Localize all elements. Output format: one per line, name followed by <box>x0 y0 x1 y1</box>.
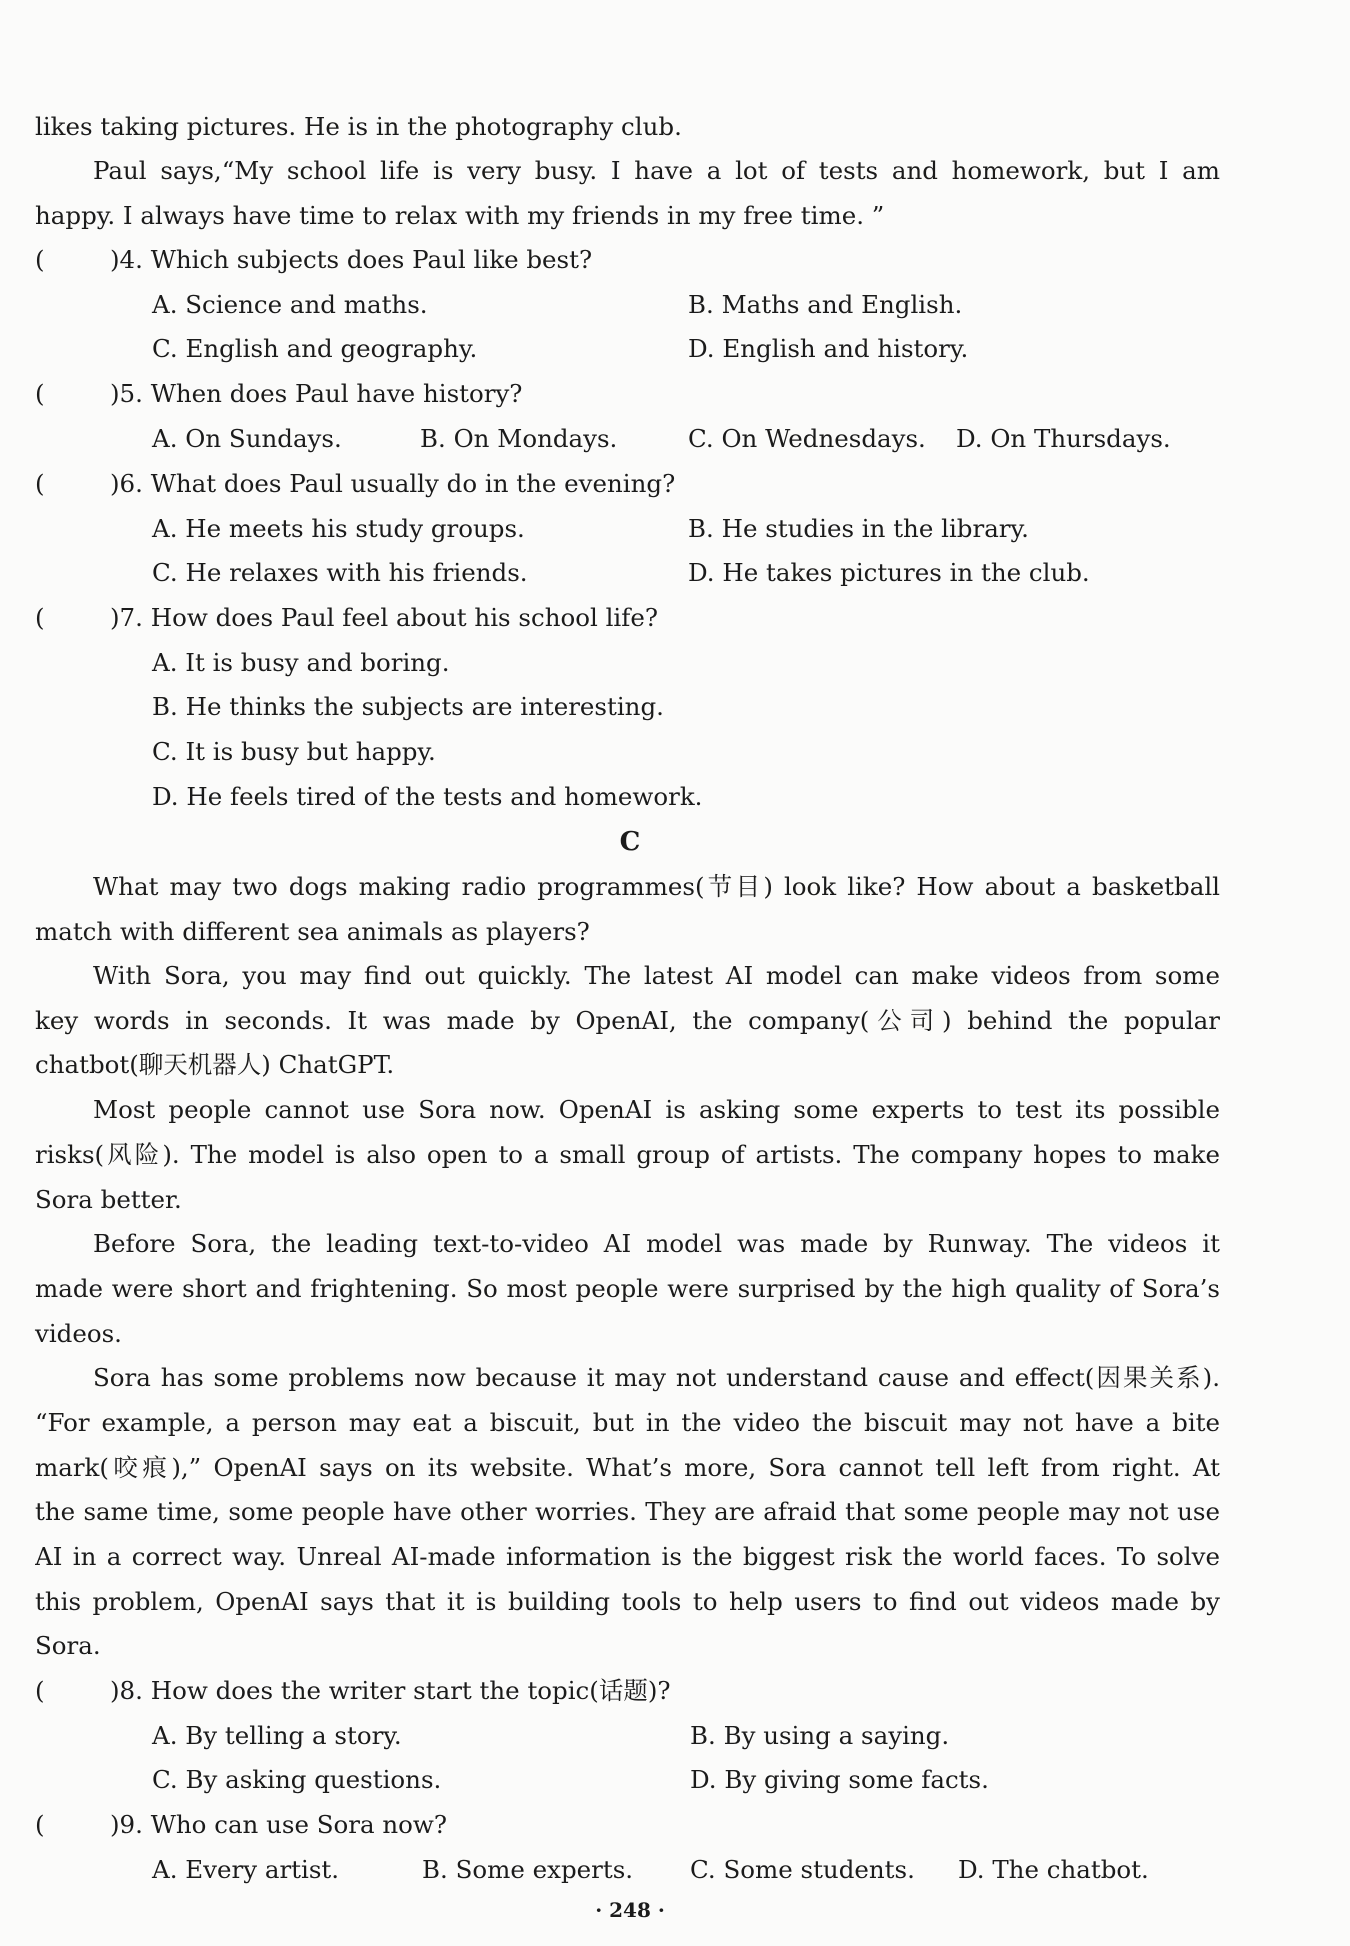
passage-line: happy. I always have time to relax with my friends in my free time. ” <box>35 201 885 230</box>
passage-line: key words in seconds. It was made by OpenAI, the company(公司) behind the popular <box>35 1006 1220 1035</box>
passage-line: mark(咬痕),” OpenAI says on its website. What’s more, Sora cannot tell left from right. At <box>35 1453 1220 1482</box>
question-6-text: )6. What does Paul usually do in the evening? <box>110 469 676 498</box>
passage-line: What may two dogs making radio programmes(节目) look like? How about a basketball <box>93 872 1220 901</box>
q9-option-c: C. Some students. <box>690 1855 915 1884</box>
passage-line: Sora better. <box>35 1185 182 1214</box>
q5-option-a: A. On Sundays. <box>152 424 342 453</box>
passage-line: Paul says,“My school life is very busy. I have a lot of tests and homework, but I am <box>93 156 1220 185</box>
answer-paren: ( <box>35 1676 45 1705</box>
question-8-text: )8. How does the writer start the topic(话题)? <box>110 1676 671 1705</box>
answer-paren: ( <box>35 603 45 632</box>
q9-option-b: B. Some experts. <box>422 1855 634 1884</box>
passage-line: Sora. <box>35 1631 101 1660</box>
q5-option-b: B. On Mondays. <box>420 424 618 453</box>
page-number: · 248 · <box>595 1898 665 1922</box>
q5-option-c: C. On Wednesdays. <box>688 424 926 453</box>
passage-line: likes taking pictures. He is in the photography club. <box>35 112 682 141</box>
passage-line: the same time, some people have other worries. They are afraid that some people may not use <box>35 1497 1220 1526</box>
passage-line: Most people cannot use Sora now. OpenAI is asking some experts to test its possible <box>93 1095 1220 1124</box>
q9-option-a: A. Every artist. <box>152 1855 340 1884</box>
passage-line: Before Sora, the leading text-to-video AI model was made by Runway. The videos it <box>93 1229 1220 1258</box>
passage-line: “For example, a person may eat a biscuit, but in the video the biscuit may not have a bite <box>35 1408 1220 1437</box>
passage-line: this problem, OpenAI says that it is building tools to help users to find out videos made by <box>35 1587 1220 1616</box>
q9-option-d: D. The chatbot. <box>958 1855 1149 1884</box>
q7-option-b: B. He thinks the subjects are interesting. <box>152 692 664 721</box>
passage-line: made were short and frightening. So most people were surprised by the high quality of Sora’s <box>35 1274 1220 1303</box>
q7-option-c: C. It is busy but happy. <box>152 737 436 766</box>
passage-line: risks(风险). The model is also open to a small group of artists. The company hopes to make <box>35 1140 1220 1169</box>
passage-line: AI in a correct way. Unreal AI-made information is the biggest risk the world faces. To solve <box>35 1542 1220 1571</box>
q6-option-c: C. He relaxes with his friends. <box>152 558 528 587</box>
question-5-text: )5. When does Paul have history? <box>110 379 523 408</box>
q6-option-b: B. He studies in the library. <box>688 514 1029 543</box>
passage-line: With Sora, you may find out quickly. The latest AI model can make videos from some <box>93 961 1220 990</box>
answer-paren: ( <box>35 245 45 274</box>
question-4-text: )4. Which subjects does Paul like best? <box>110 245 593 274</box>
q6-option-a: A. He meets his study groups. <box>152 514 525 543</box>
passage-line: Sora has some problems now because it may not understand cause and effect(因果关系). <box>93 1363 1220 1392</box>
q4-option-c: C. English and geography. <box>152 334 478 363</box>
q7-option-d: D. He feels tired of the tests and homework. <box>152 782 703 811</box>
section-heading: C <box>619 827 641 857</box>
q5-option-d: D. On Thursdays. <box>956 424 1171 453</box>
passage-line: videos. <box>35 1319 122 1348</box>
question-7-text: )7. How does Paul feel about his school life? <box>110 603 658 632</box>
answer-paren: ( <box>35 1810 45 1839</box>
q8-option-b: B. By using a saying. <box>690 1721 950 1750</box>
q4-option-d: D. English and history. <box>688 334 969 363</box>
q8-option-c: C. By asking questions. <box>152 1765 442 1794</box>
answer-paren: ( <box>35 379 45 408</box>
q4-option-b: B. Maths and English. <box>688 290 963 319</box>
q4-option-a: A. Science and maths. <box>152 290 428 319</box>
passage-line: chatbot(聊天机器人) ChatGPT. <box>35 1050 395 1079</box>
question-9-text: )9. Who can use Sora now? <box>110 1810 448 1839</box>
q7-option-a: A. It is busy and boring. <box>152 648 450 677</box>
q8-option-d: D. By giving some facts. <box>690 1765 989 1794</box>
answer-paren: ( <box>35 469 45 498</box>
q8-option-a: A. By telling a story. <box>152 1721 402 1750</box>
passage-line: match with different sea animals as players? <box>35 917 590 946</box>
q6-option-d: D. He takes pictures in the club. <box>688 558 1090 587</box>
